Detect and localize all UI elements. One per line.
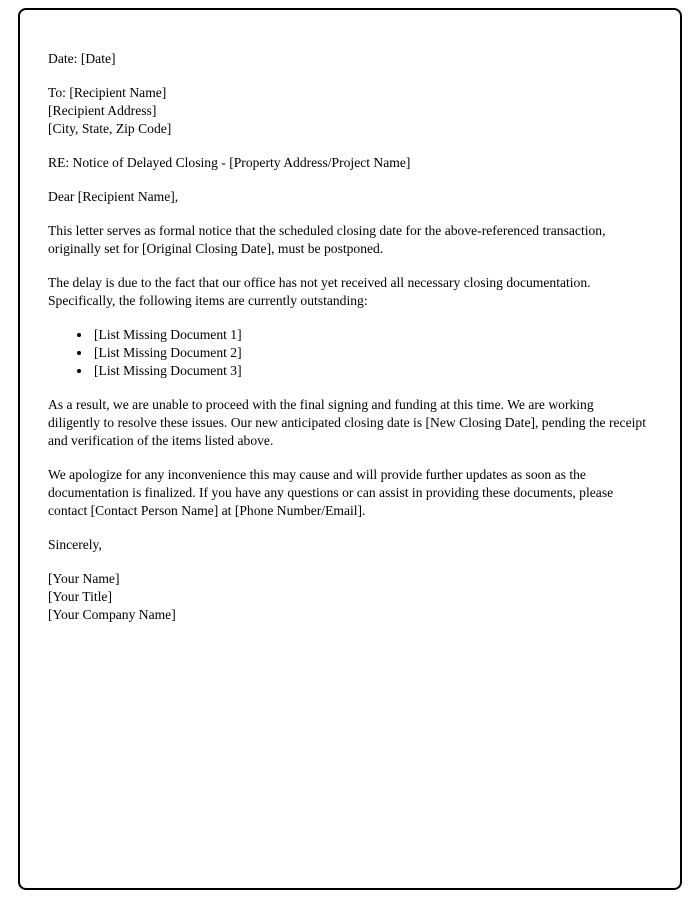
signature-block	[48, 570, 648, 624]
paragraph-new-date: As a result, we are unable to proceed with the final signing and funding at this time. We are working diligently to resolve these issues. Our new anticipated closing date is [New Closing Date], pending the receipt and verification of the items listed above.	[48, 397, 646, 448]
recipient-block	[48, 84, 648, 138]
list-item: • [List Missing Document 3]	[92, 362, 648, 380]
salutation: Dear [Recipient Name],	[48, 189, 179, 204]
missing-documents-list	[48, 326, 648, 380]
recipient-to-line: To: [Recipient Name]	[48, 85, 167, 100]
subject-line: RE: Notice of Delayed Closing - [Property Address/Project Name]	[48, 155, 411, 170]
paragraph-notice: This letter serves as formal notice that the scheduled closing date for the above-referenced transaction, originally set for [Original Closing Date], must be postponed.	[48, 223, 606, 256]
signature-company-line: [Your Company Name]	[48, 607, 176, 622]
date-line: Date: [Date]	[48, 51, 116, 66]
recipient-city-line: [City, State, Zip Code]	[48, 121, 172, 136]
paragraph-apology: We apologize for any inconvenience this may cause and will provide further updates as soon as the documentation is finalized. If you have any questions or can assist in providing these documents, please contact [Contact Person Name] at [Phone Number/Email].	[48, 467, 614, 518]
letter-content	[20, 10, 680, 680]
paragraph-delay-reason: The delay is due to the fact that our office has not yet received all necessary closing documentation. Specifically, the following items are currently outstanding:	[48, 275, 591, 308]
list-item: • [List Missing Document 2]	[92, 344, 648, 362]
recipient-address-line: [Recipient Address]	[48, 103, 157, 118]
signature-name-line: [Your Name]	[48, 571, 120, 586]
letter-page	[18, 8, 682, 890]
closing-line: Sincerely,	[48, 537, 102, 552]
signature-title-line: [Your Title]	[48, 589, 112, 604]
list-item: • [List Missing Document 1]	[92, 326, 648, 344]
